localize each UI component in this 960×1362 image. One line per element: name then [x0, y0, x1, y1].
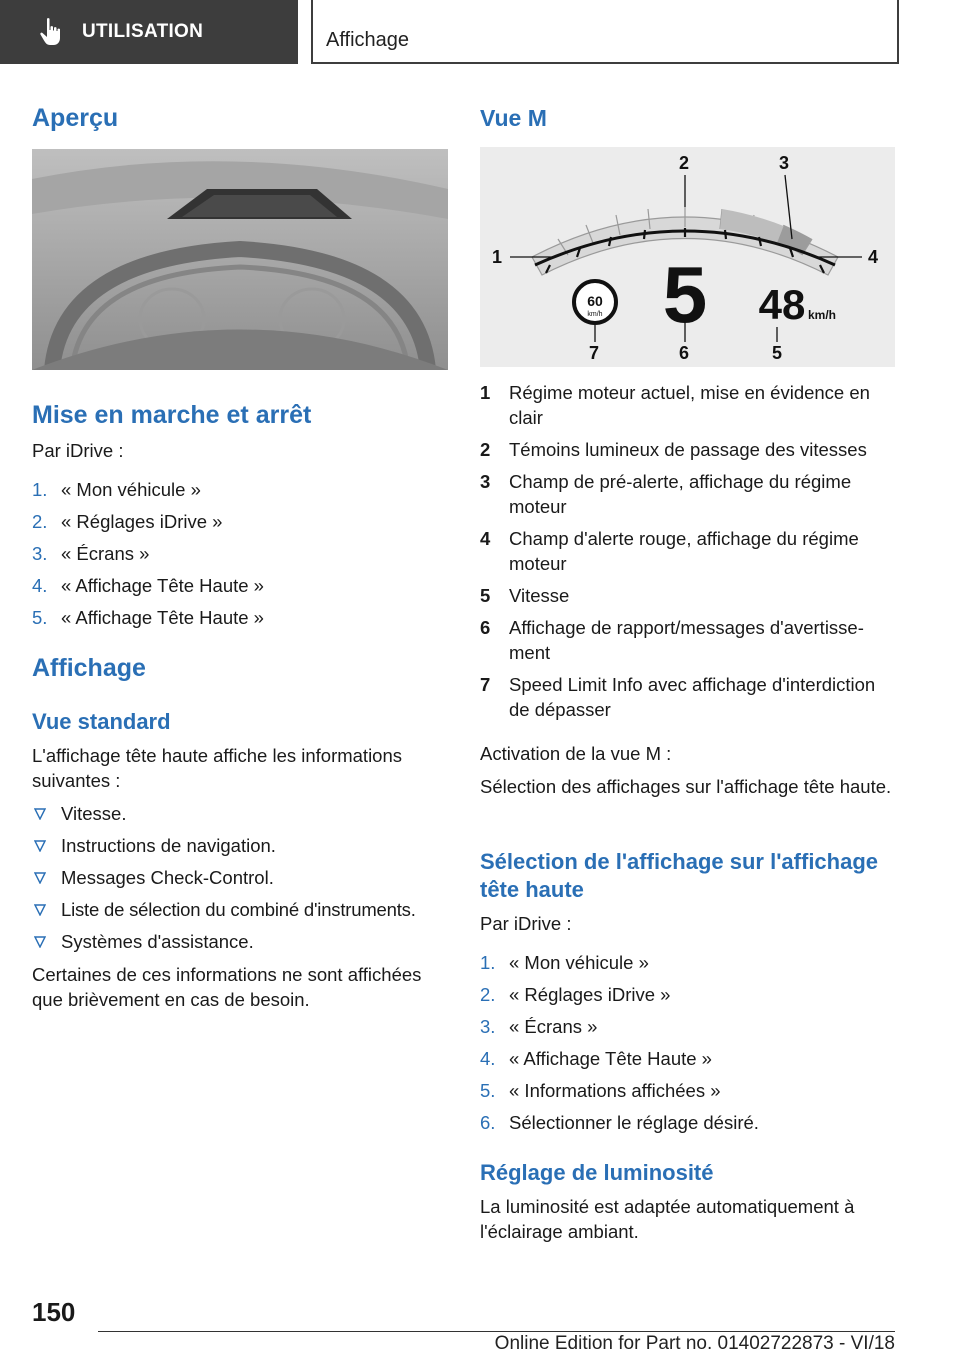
page-number: 150: [32, 1297, 76, 1327]
list-item: 2. « Réglages iDrive »: [32, 511, 223, 532]
apercu-heading: Aperçu: [32, 104, 119, 132]
speed-value: 48: [758, 281, 806, 328]
callout-2: 2: [679, 153, 690, 173]
luminosite-heading: Réglage de luminosité: [480, 1160, 714, 1185]
list-item: 4. « Affichage Tête Haute »: [480, 1048, 712, 1069]
vue-m-figure: [480, 147, 895, 367]
legend-item: 7 Speed Limit Info avec affichage d'interdiction de dépasser: [480, 674, 876, 720]
list-item: 2. « Réglages iDrive »: [480, 984, 671, 1005]
mise-intro: Par iDrive :: [32, 440, 124, 461]
section-title: UTILISATION: [82, 21, 204, 42]
legend-item: 1 Régime moteur actuel, mise en évidence en clair: [480, 382, 870, 428]
list-item: 5. « Affichage Tête Haute »: [32, 607, 264, 628]
dashboard-photo: [32, 149, 448, 370]
activation-label: Activation de la vue M :: [480, 743, 672, 764]
figure-legend: [480, 380, 895, 729]
affichage-heading: Affichage: [32, 654, 146, 682]
triangle-bullet-icon: [34, 904, 46, 916]
list-item: 1. « Mon véhicule »: [32, 479, 201, 500]
list-item: 1. « Mon véhicule »: [480, 952, 649, 973]
chapter-tab: [311, 0, 899, 64]
legend-item: 2 Témoins lumineux de passage des vitesses: [480, 439, 867, 460]
luminosite-text: La luminosité est adaptée automatiquement à l'éclairage ambiant.: [480, 1196, 855, 1242]
head-up-display-diagram: [480, 147, 895, 367]
callout-6: 6: [679, 343, 690, 363]
list-item: 5. « Informations affichées »: [480, 1080, 721, 1101]
list-item: 3. « Écrans »: [480, 1016, 598, 1037]
footer-divider: [98, 1331, 895, 1332]
list-item: Vitesse.: [32, 801, 452, 833]
selection-steps-list: [480, 950, 895, 1142]
list-item: Liste de sélection du combiné d'instruments.: [32, 897, 452, 929]
legend-item: 5 Vitesse: [480, 585, 570, 606]
mise-en-marche-heading: Mise en marche et arrêt: [32, 401, 312, 429]
vue-m-heading: Vue M: [480, 105, 547, 131]
mise-steps-list: [32, 477, 448, 637]
legend-item: 6 Affichage de rapport/messages d'avertisse‐ment: [480, 617, 864, 663]
callout-3: 3: [779, 153, 790, 173]
list-item: 4. « Affichage Tête Haute »: [32, 575, 264, 596]
svg-text:km/h: km/h: [587, 311, 603, 318]
list-item: 6. Sélectionner le réglage désiré.: [480, 1112, 759, 1133]
legend-item: 4 Champ d'alerte rouge, affichage du régime moteur: [480, 528, 859, 574]
triangle-bullet-icon: [34, 872, 46, 884]
selection-description: Sélection des affichages sur l'affichage tête haute.: [480, 776, 892, 797]
speed-unit: km/h: [808, 308, 837, 322]
triangle-bullet-icon: [34, 840, 46, 852]
closing-note: Certaines de ces informations ne sont affichées que brièvement en cas de besoin.: [32, 964, 422, 1010]
triangle-bullet-icon: [34, 936, 46, 948]
gear-indicator: 5: [662, 250, 708, 339]
dashboard-illustration: [32, 149, 448, 370]
chapter-title: Affichage: [326, 29, 410, 51]
selection-intro: Par iDrive :: [480, 913, 572, 934]
list-item: Systèmes d'assistance.: [32, 929, 452, 961]
callout-7: 7: [589, 343, 600, 363]
hand-pointer-icon: [38, 17, 64, 47]
list-item: Instructions de navigation.: [32, 833, 452, 865]
triangle-bullet-icon: [34, 808, 46, 820]
speed-limit-sign: [574, 281, 616, 323]
vue-standard-intro: L'affichage tête haute affiche les informations suivantes :: [32, 745, 403, 791]
list-item: 3. « Écrans »: [32, 543, 150, 564]
callout-1: 1: [492, 247, 503, 267]
list-item: Messages Check-Control.: [32, 865, 452, 897]
svg-text:60: 60: [587, 293, 603, 309]
callout-4: 4: [868, 247, 879, 267]
selection-heading: Sélection de l'affichage sur l'affichage tête haute: [480, 849, 879, 902]
section-tab: [0, 0, 298, 64]
callout-5: 5: [772, 343, 783, 363]
vue-standard-heading: Vue standard: [32, 709, 171, 734]
legend-item: 3 Champ de pré-alerte, affichage du régime moteur: [480, 471, 852, 517]
edition-footer: Online Edition for Part no. 01402722873 - VI/18: [494, 1333, 895, 1354]
info-bullets: [32, 801, 452, 961]
